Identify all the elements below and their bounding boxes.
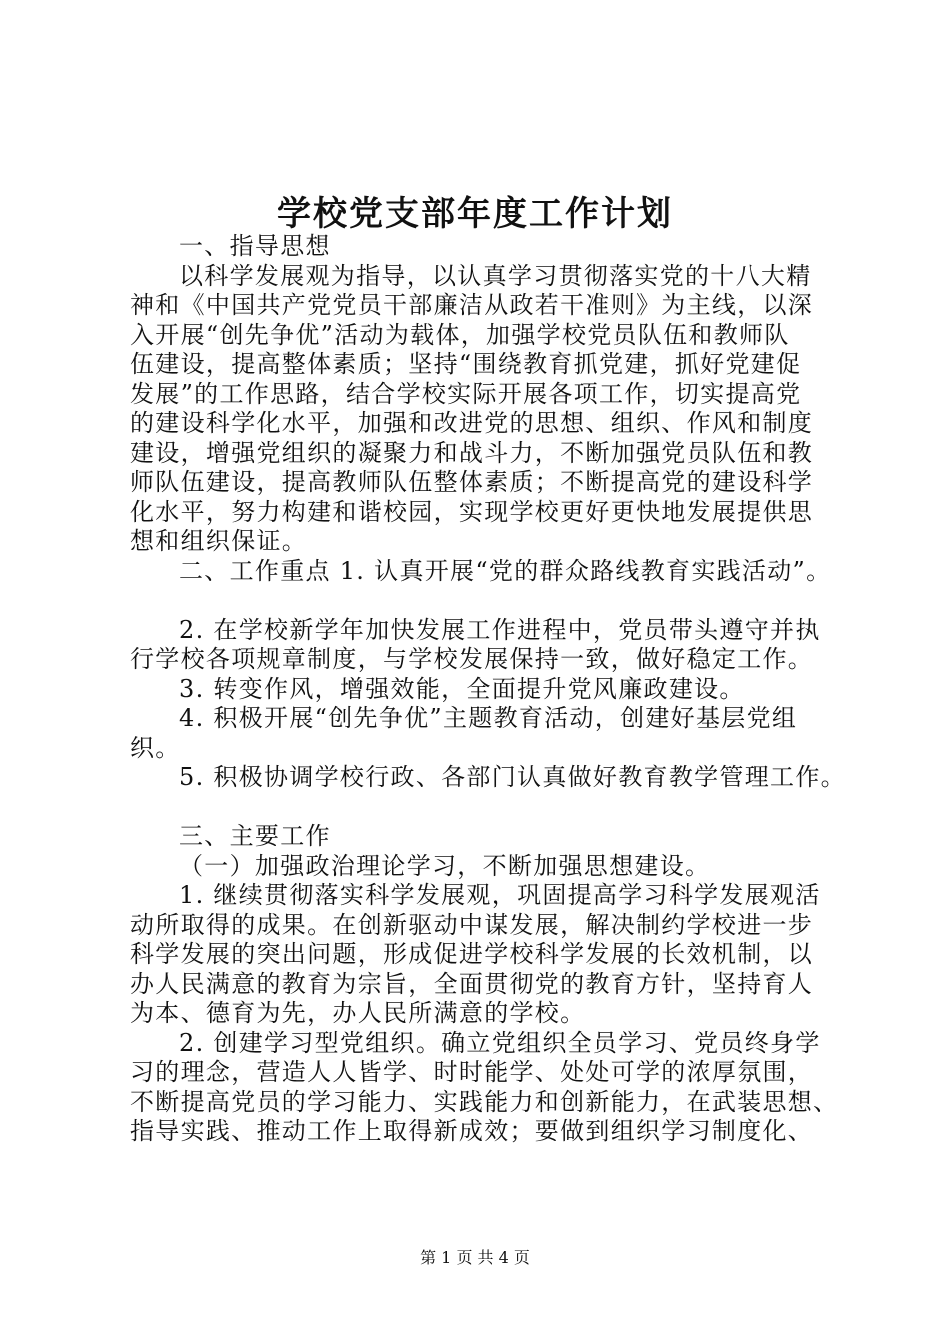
- section-heading-2: 二、工作重点 1. 认真开展“党的群众路线教育实践活动”。: [179, 556, 832, 585]
- paragraph-line: 1. 继续贯彻落实科学发展观，巩固提高学习科学发展观活: [179, 881, 821, 909]
- paragraph-line: 想和组织保证。: [130, 527, 308, 555]
- paragraph-line: 化水平，努力构建和谐校园，实现学校更好更快地发展提供思: [130, 497, 814, 526]
- paragraph-line: 师队伍建设，提高教师队伍整体素质；不断提高党的建设科学: [130, 468, 814, 496]
- paragraph-line: 行学校各项规章制度，与学校发展保持一致，做好稳定工作。: [130, 645, 814, 673]
- paragraph-line: 入开展“创先争优”活动为载体，加强学校党员队伍和教师队: [130, 320, 790, 349]
- paragraph-line: 指导实践、推动工作上取得新成效；要做到组织学习制度化、: [130, 1117, 814, 1145]
- blank-line: [130, 586, 860, 616]
- paragraph-line: 科学发展的突出问题，形成促进学校科学发展的长效机制，以: [130, 940, 814, 968]
- paragraph-line: 神和《中国共产党党员干部廉洁从政若干准则》为主线，以深: [130, 291, 814, 319]
- paragraph-line: 伍建设，提高整体素质；坚持“围绕教育抓党建，抓好党建促: [130, 350, 802, 378]
- page-footer: 第 1 页 共 4 页: [420, 1248, 530, 1267]
- document-title: 学校党支部年度工作计划: [277, 194, 673, 234]
- paragraph-line: 动所取得的成果。在创新驱动中谋发展，解决制约学校进一步: [130, 910, 814, 939]
- section-heading-3: 三、主要工作: [179, 822, 331, 850]
- subsection-heading: （一）加强政治理论学习，不断加强思想建设。: [179, 851, 711, 880]
- paragraph-line: 2. 创建学习型党组织。确立党组织全员学习、党员终身学: [179, 1028, 821, 1057]
- section-heading-1: 一、指导思想: [179, 232, 331, 260]
- paragraph-line: 发展”的工作思路，结合学校实际开展各项工作，切实提高党: [130, 379, 802, 408]
- document-body: [130, 232, 860, 1147]
- paragraph-line: 的建设科学化水平，加强和改进党的思想、组织、作风和制度: [130, 409, 814, 437]
- paragraph-line: 办人民满意的教育为宗旨，全面贯彻党的教育方针，坚持育人: [130, 969, 814, 998]
- paragraph-line: 4. 积极开展“创先争优”主题教育活动，创建好基层党组: [179, 704, 798, 732]
- paragraph-line: 以科学发展观为指导，以认真学习贯彻落实党的十八大精: [179, 261, 812, 290]
- paragraph-line: 不断提高党员的学习能力、实践能力和创新能力，在武装思想、: [130, 1087, 839, 1116]
- paragraph-line: 织。: [130, 733, 181, 762]
- paragraph-line: 习的理念，营造人人皆学、时时能学、处处可学的浓厚氛围，: [130, 1058, 814, 1086]
- paragraph-line: 2. 在学校新学年加快发展工作进程中，党员带头遵守并执: [179, 615, 821, 644]
- paragraph-line: 3. 转变作风，增强效能，全面提升党风廉政建设。: [179, 674, 745, 703]
- paragraph-line: 建设，增强党组织的凝聚力和战斗力，不断加强党员队伍和教: [130, 438, 814, 467]
- paragraph-line: 5. 积极协调学校行政、各部门认真做好教育教学管理工作。: [179, 763, 846, 791]
- paragraph-line: 为本、德育为先，办人民所满意的学校。: [130, 999, 586, 1027]
- blank-line: [130, 793, 860, 823]
